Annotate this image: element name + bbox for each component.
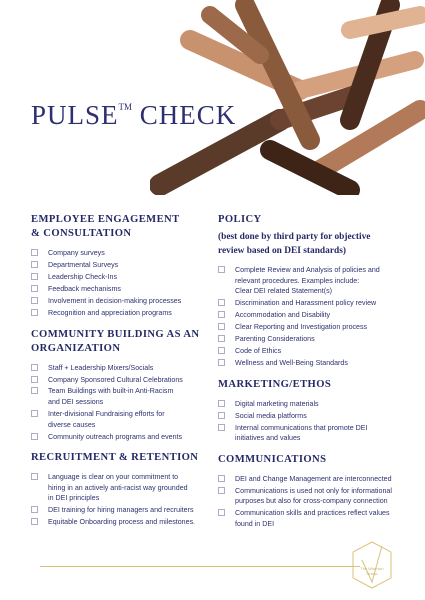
section-heading: RECRUITMENT & RETENTION bbox=[31, 452, 199, 464]
checklist-item[interactable]: Team Buildings with built-in Anti-Racism and DEI sessions bbox=[31, 386, 213, 407]
checklist-item[interactable]: Social media platforms bbox=[218, 411, 408, 422]
checklist-item[interactable]: Discrimination and Harassment policy review bbox=[218, 298, 408, 309]
checklist-item[interactable]: Recognition and appreciation programs bbox=[31, 308, 213, 319]
checkbox[interactable] bbox=[31, 364, 38, 371]
svg-text:Group: Group bbox=[366, 572, 378, 576]
section-heading: POLICY bbox=[218, 214, 262, 225]
section-community-building bbox=[31, 328, 213, 443]
checkbox[interactable] bbox=[218, 266, 225, 273]
checklist-item[interactable]: Equitable Onboarding process and milestones. bbox=[31, 517, 213, 528]
checklist-item[interactable]: Internal communications that promote DEI initiatives and values bbox=[218, 423, 408, 444]
checkbox[interactable] bbox=[218, 323, 225, 330]
section-recruitment-retention bbox=[31, 451, 213, 528]
checklist-item[interactable]: Communication skills and practices reflect values found in DEI bbox=[218, 508, 408, 529]
checklist-item[interactable]: Language is clear on your commitment to hiring in an actively anti-racist way grounded in DEI principles bbox=[31, 472, 213, 504]
checkbox[interactable] bbox=[31, 249, 38, 256]
checklist-item[interactable]: Feedback mechanisms bbox=[31, 284, 213, 295]
checkbox[interactable] bbox=[31, 473, 38, 480]
checklist-item[interactable]: Digital marketing materials bbox=[218, 399, 408, 410]
svg-text:The Wharton: The Wharton bbox=[360, 567, 384, 571]
checkbox[interactable] bbox=[31, 285, 38, 292]
checkbox[interactable] bbox=[218, 509, 225, 516]
brand-logo bbox=[350, 540, 394, 590]
page-title: PULSE™ CHECK bbox=[31, 100, 237, 130]
section-communications bbox=[218, 453, 408, 530]
checklist-item[interactable]: Staff + Leadership Mixers/Socials bbox=[31, 363, 213, 374]
checkbox[interactable] bbox=[31, 387, 38, 394]
checkbox[interactable] bbox=[31, 309, 38, 316]
checklist-item[interactable]: Parenting Considerations bbox=[218, 334, 408, 345]
checklist-item[interactable]: DEI training for hiring managers and recruiters bbox=[31, 505, 213, 516]
checklist-item[interactable]: Community outreach programs and events bbox=[31, 432, 213, 443]
checkbox[interactable] bbox=[218, 424, 225, 431]
checkbox[interactable] bbox=[31, 410, 38, 417]
checklist-item[interactable]: Accommodation and Disability bbox=[218, 310, 408, 321]
checkbox[interactable] bbox=[31, 518, 38, 525]
checklist-item[interactable]: Communications is used not only for informational purposes but also for cross-company connection bbox=[218, 486, 408, 507]
checkbox[interactable] bbox=[31, 261, 38, 268]
checklist-item[interactable]: Clear Reporting and Investigation process bbox=[218, 322, 408, 333]
footer-divider bbox=[40, 566, 360, 567]
checkbox[interactable] bbox=[218, 412, 225, 419]
checklist-item[interactable]: Inter-divisional Fundraising efforts for diverse causes bbox=[31, 409, 213, 430]
checkbox[interactable] bbox=[218, 400, 225, 407]
checklist-item[interactable]: Involvement in decision-making processes bbox=[31, 296, 213, 307]
checklist-item[interactable]: Company surveys bbox=[31, 248, 213, 259]
section-heading: MARKETING/ETHOS bbox=[218, 378, 332, 390]
section-heading: COMMUNITY BUILDING AS AN ORGANIZATION bbox=[31, 328, 200, 354]
section-policy bbox=[218, 213, 408, 369]
section-subheading: (best done by third party for objective review based on DEI standards) bbox=[218, 232, 371, 256]
checkbox[interactable] bbox=[31, 506, 38, 513]
checkbox[interactable] bbox=[218, 335, 225, 342]
checkbox[interactable] bbox=[31, 297, 38, 304]
checkbox[interactable] bbox=[218, 311, 225, 318]
section-employee-engagement bbox=[31, 213, 213, 319]
checklist-item[interactable]: Wellness and Well-Being Standards bbox=[218, 358, 408, 369]
checkbox[interactable] bbox=[31, 433, 38, 440]
section-marketing-ethos bbox=[218, 378, 408, 444]
checkbox[interactable] bbox=[218, 475, 225, 482]
checkbox[interactable] bbox=[218, 487, 225, 494]
left-column bbox=[31, 213, 213, 537]
checkbox[interactable] bbox=[218, 347, 225, 354]
section-heading: COMMUNICATIONS bbox=[218, 453, 327, 465]
checkbox[interactable] bbox=[218, 359, 225, 366]
section-heading: EMPLOYEE ENGAGEMENT & CONSULTATION bbox=[31, 214, 180, 239]
linked-arms-photo bbox=[150, 0, 425, 195]
checkbox[interactable] bbox=[31, 376, 38, 383]
checklist-item[interactable]: Code of Ethics bbox=[218, 346, 408, 357]
checkbox[interactable] bbox=[31, 273, 38, 280]
checkbox[interactable] bbox=[218, 299, 225, 306]
checklist-item[interactable]: Departmental Surveys bbox=[31, 260, 213, 271]
right-column bbox=[218, 213, 408, 539]
checklist-item[interactable]: Complete Review and Analysis of policies and relevant procedures. Examples include: Clear DEI related Statement(s) bbox=[218, 265, 408, 297]
checklist-item[interactable]: Leadership Check-Ins bbox=[31, 272, 213, 283]
checklist-item[interactable]: DEI and Change Management are interconnected bbox=[218, 474, 408, 485]
checklist-item[interactable]: Company Sponsored Cultural Celebrations bbox=[31, 375, 213, 386]
